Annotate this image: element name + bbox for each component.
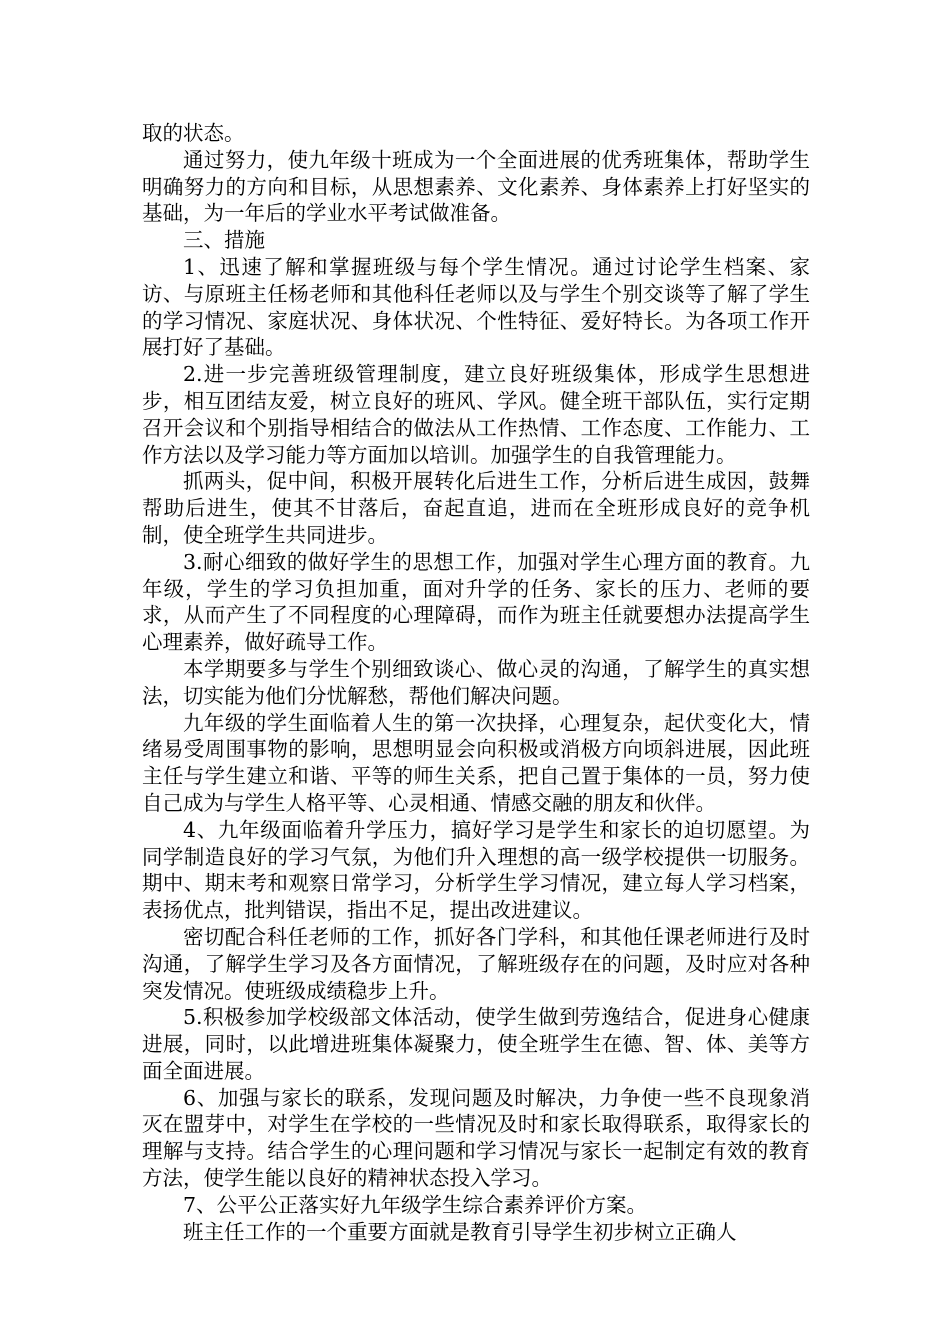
paragraph-measure-7: 7、公平公正落实好九年级学生综合素养评价方案。 — [183, 1192, 648, 1217]
paragraph-measure-3: 3.耐心细致的做好学生的思想工作，加强对学生心理方面的教育。九年级，学生的学习负担加重，面对升学的任务、家长的压力、老师的要求，从而产生了不同程度的心理障碍，而作为班主任就要想办法提高学生心理素养，做好疏导工作。 — [142, 549, 810, 655]
paragraph-measure-2-detail: 抓两头，促中间，积极开展转化后进生工作，分析后进生成因，鼓舞帮助后进生，使其不甘落后，奋起直追，进而在全班形成良好的竞争机制，使全班学生共同进步。 — [142, 469, 810, 547]
paragraph-measure-4: 4、九年级面临着升学压力，搞好学习是学生和家长的迫切愿望。为同学制造良好的学习气氛，为他们升入理想的高一级学校提供一切服务。期中、期末考和观察日常学习，分析学生学习情况，建立每人学习档案，表扬优点，批判错误，指出不足，提出改进建议。 — [142, 817, 810, 923]
paragraph-continuation: 取的状态。 — [142, 121, 245, 145]
paragraph-measure-5: 5.积极参加学校级部文体活动，使学生做到劳逸结合，促进身心健康进展，同时，以此增进班集体凝聚力，使全班学生在德、智、体、美等方面全面进展。 — [142, 1005, 810, 1083]
paragraph-measure-7-detail: 班主任工作的一个重要方面就是教育引导学生初步树立正确人 — [183, 1219, 737, 1244]
paragraph-measure-6: 6、加强与家长的联系，发现问题及时解决，力争使一些不良现象消灭在盟芽中，对学生在学校的一些情况及时和家长取得联系，取得家长的理解与支持。结合学生的心理问题和学习情况与家长一起制定有效的教育方法，使学生能以良好的精神状态投入学习。 — [142, 1085, 810, 1191]
paragraph-goal: 通过努力，使九年级十班成为一个全面进展的优秀班集体，帮助学生明确努力的方向和目标，从思想素养、文化素养、身体素养上打好坚实的基础，为一年后的学业水平考试做准备。 — [142, 147, 810, 226]
paragraph-measure-3-detail-a: 本学期要多与学生个别细致谈心、做心灵的沟通，了解学生的真实想法，切实能为他们分忧解愁，帮他们解决问题。 — [142, 656, 810, 708]
paragraph-measure-2: 2.进一步完善班级管理制度，建立良好班级集体，形成学生思想进步，相互团结友爱，树立良好的班风、学风。健全班干部队伍，实行定期召开会议和个别指导相结合的做法从工作热情、工作态度、工作能力、工作方法以及学习能力等方面加以培训。加强学生的自我管理能力。 — [142, 362, 810, 467]
paragraph-measure-3-detail-b: 九年级的学生面临着人生的第一次抉择，心理复杂，起伏变化大，情绪易受周围事物的影响，思想明显会向积极或消极方向顷斜进展，因此班主任与学生建立和谐、平等的师生关系，把自己置于集体的一员，努力使自己成为与学生人格平等、心灵相通、情感交融的朋友和伙伴。 — [142, 710, 810, 815]
paragraph-measure-1: 1、迅速了解和掌握班级与每个学生情况。通过讨论学生档案、家访、与原班主任杨老师和其他科任老师以及与学生个别交谈等了解了学生的学习情况、家庭状况、身体状况、个性特征、爱好特长。为各项工作开展打好了基础。 — [142, 254, 810, 360]
document-body — [142, 120, 810, 1245]
paragraph-measure-4-detail: 密切配合科任老师的工作，抓好各门学科，和其他任课老师进行及时沟通，了解学生学习及各方面情况，了解班级存在的问题，及时应对各种突发情况。使班级成绩稳步上升。 — [142, 924, 810, 1003]
section-heading-measures: 三、措施 — [183, 228, 265, 253]
